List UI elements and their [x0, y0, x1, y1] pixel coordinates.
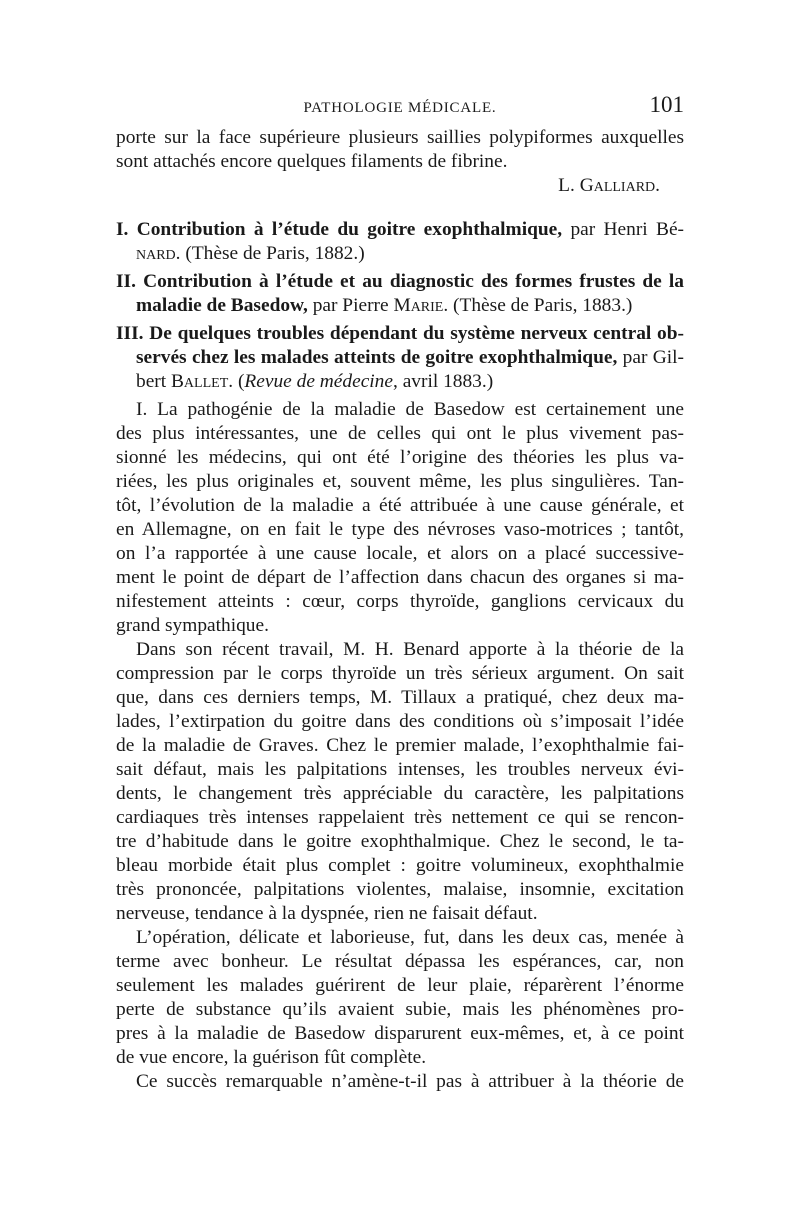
- bib-text: . (Thèse de Paris, 1883.): [443, 295, 633, 316]
- paragraph-line: Ce succès remarquable n’amène-t-il pas à attribuer à la théorie de: [136, 1071, 684, 1092]
- paragraph-line: Dans son récent travail, M. H. Benard apporte à la théorie de la: [136, 639, 684, 660]
- paragraph-4: [116, 1070, 684, 1094]
- paragraph-line: sait défaut, mais les palpitations intenses, les troubles nerveux évi-: [116, 759, 684, 780]
- paragraph-line: cardiaques très intenses rappelaient très nettement ce qui se rencon-: [116, 807, 684, 828]
- page-number: 101: [649, 92, 684, 117]
- bib-text: . (: [228, 371, 245, 392]
- bibliography-entry-2: [116, 270, 684, 318]
- paragraph-line: tre d’habitude dans le goitre exophthalmique. Chez le second, le ta-: [116, 831, 684, 852]
- paragraph-line: que, dans ces derniers temps, M. Tillaux a pratiqué, chez deux ma-: [116, 687, 684, 708]
- bib-text: par Pierre: [307, 295, 394, 316]
- bib-author: Ballet: [171, 371, 229, 392]
- bibliography-entry-1: [116, 218, 684, 266]
- bib-line: [116, 270, 684, 294]
- bib-line: [116, 346, 684, 370]
- page-body: [116, 126, 684, 1094]
- paragraph-line: sionné les médecins, qui ont été l’origine des théories les plus va-: [116, 447, 684, 468]
- bibliography-entry-3: [116, 322, 684, 394]
- bib-line: [116, 322, 684, 346]
- bib-author: Marie: [393, 295, 444, 316]
- paragraph-line: des plus intéressantes, une de celles qui ont le plus vivement pas-: [116, 423, 684, 444]
- page-header: [116, 92, 684, 122]
- paragraph-line: pres à la maladie de Basedow disparurent eux-mêmes, et, à ce point: [116, 1023, 684, 1044]
- paragraph-line: terme avec bonheur. Le résultat dépassa les espérances, car, non: [116, 951, 684, 972]
- paragraph-line: compression par le corps thyroïde un très sérieux argument. On sait: [116, 663, 684, 684]
- paragraph-line: en Allemagne, on en fait le type des névroses vaso-motrices ; tantôt,: [116, 519, 684, 540]
- paragraph-line: dents, le changement très appréciable du caractère, les palpitations: [116, 783, 684, 804]
- paragraph-line: seulement les malades guérirent de leur plaie, réparèrent l’énorme: [116, 975, 684, 996]
- paragraph-1: [116, 398, 684, 638]
- paragraph-line: ment le point de départ de l’affection dans chacun des organes si ma-: [116, 567, 684, 588]
- bib-title: servés chez les malades atteints de goitre exophthalmique,: [136, 347, 618, 368]
- paragraph-line: perte de substance qu’ils avaient subie, mais les phénomènes pro-: [116, 999, 684, 1020]
- signature-text: L. Galliard.: [558, 175, 660, 196]
- running-head: PATHOLOGIE MÉDICALE.: [303, 100, 497, 116]
- paragraph-3: [116, 926, 684, 1070]
- bib-title: maladie de Basedow,: [136, 295, 308, 316]
- paragraph-line: très prononcée, palpitations violentes, malaise, insomnie, excitation: [116, 879, 684, 900]
- paragraph-line: lades, l’extirpation du goitre dans des conditions où s’imposait l’idée: [116, 711, 684, 732]
- paragraph-line: nifestement atteints : cœur, corps thyroïde, ganglions cervicaux du: [116, 591, 684, 612]
- bib-text: par Henri Bé-: [562, 219, 685, 240]
- paragraph-line: de vue encore, la guérison fût complète.: [116, 1047, 427, 1068]
- bib-title: I. Contribution à l’étude du goitre exophthalmique,: [116, 219, 563, 240]
- bib-line: [116, 242, 684, 266]
- paragraph-line: bleau morbide était plus complet : goitre volumineux, exophthalmie: [116, 855, 684, 876]
- bib-line: [116, 294, 684, 318]
- bib-text: bert: [136, 371, 171, 392]
- paragraph-line: on l’a rapportée à une cause locale, et alors on a placé successive-: [116, 543, 684, 564]
- bib-text: . (Thèse de Paris, 1882.): [175, 243, 365, 264]
- paragraph-2: [116, 638, 684, 926]
- intro-line: porte sur la face supérieure plusieurs saillies polypiformes auxquelles: [116, 127, 684, 148]
- paragraph-line: L’opération, délicate et laborieuse, fut, dans les deux cas, menée à: [136, 927, 684, 948]
- paragraph-line: riées, les plus originales et, souvent même, les plus singulières. Tan-: [116, 471, 684, 492]
- bib-text: par Gil-: [617, 347, 684, 368]
- paragraph-line: grand sympathique.: [116, 615, 269, 636]
- bib-journal: Revue de médecine: [244, 371, 393, 392]
- paragraph-line: nerveuse, tendance à la dyspnée, rien ne faisait défaut.: [116, 903, 538, 924]
- section-gap: [116, 198, 684, 218]
- bib-author: nard: [136, 243, 176, 264]
- bib-text: , avril 1883.): [393, 371, 494, 392]
- bib-line: [116, 370, 684, 394]
- intro-line: sont attachés encore quelques filaments de fibrine.: [116, 151, 508, 172]
- bib-line: [116, 218, 684, 242]
- paragraph-line: I. La pathogénie de la maladie de Basedow est certainement une: [136, 399, 684, 420]
- paragraph-line: de la maladie de Graves. Chez le premier malade, l’exophthalmie fai-: [116, 735, 684, 756]
- paragraph-line: tôt, l’évolution de la maladie a été attribuée à une cause générale, et: [116, 495, 684, 516]
- bib-title: III. De quelques troubles dépendant du système nerveux central ob-: [116, 323, 684, 344]
- bib-title: II. Contribution à l’étude et au diagnostic des formes frustes de la: [116, 271, 684, 292]
- author-signature: [116, 174, 684, 198]
